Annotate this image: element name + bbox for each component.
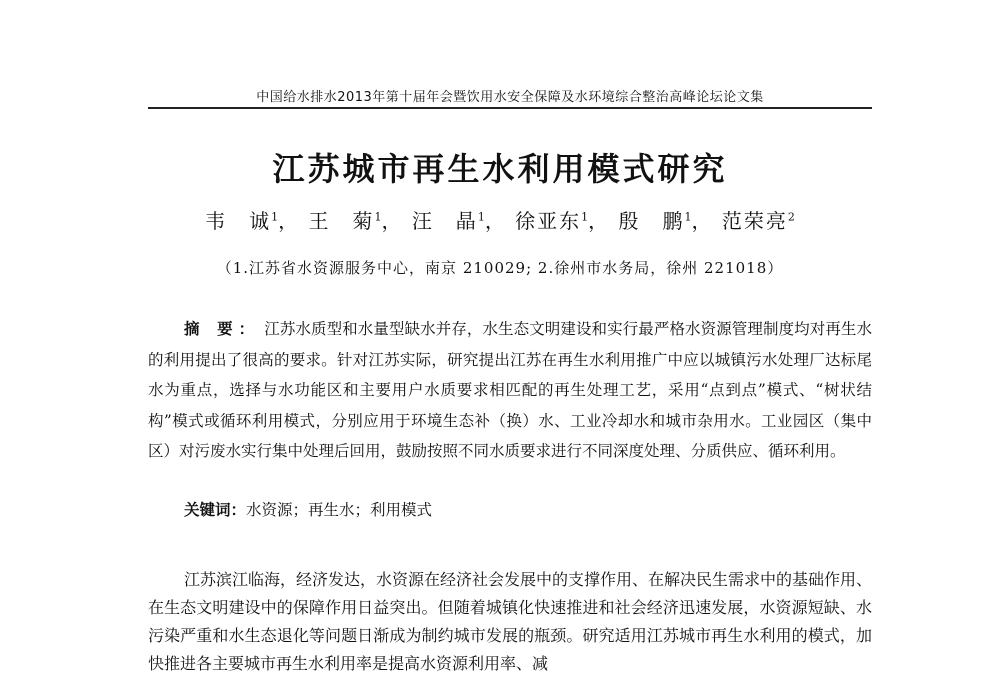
author-affiliation-mark: 1 — [477, 210, 485, 224]
affiliation: （1.江苏省水资源服务中心，南京 210029; 2.徐州市水务局，徐州 221018） — [216, 259, 784, 277]
abstract — [148, 314, 872, 467]
abstract-label: 摘 要： — [184, 320, 261, 338]
author-affiliation-mark: 1 — [581, 210, 589, 224]
author-name: 汪 晶 — [411, 209, 478, 233]
abstract-text: 江苏水质型和水量型缺水并存，水生态文明建设和实行最严格水资源管理制度均对再生水的利用提出了很高的要求。针对江苏实际，研究提出江苏在再生水利用推广中应以城镇污水处理厂达标尾水为重点，选择与水功能区和主要用户水质要求相匹配的再生处理工艺，采用“点到点”模式、“树状结构”模式或循环利用模式，分别应用于环境生态补（换）水、工业冷却水和城市杂用水。工业园区（集中区）对污废水实行集中处理后回用，鼓励按照不同水质要求进行不同深度处理、分质供应、循环利用。 — [148, 320, 872, 460]
keywords-text: 水资源；再生水；利用模式 — [246, 501, 433, 519]
keywords-label: 关键词： — [184, 501, 247, 519]
author-list — [0, 205, 1000, 234]
author-separator: ， — [588, 209, 611, 233]
author-affiliation-mark: 1 — [684, 210, 692, 224]
author-separator: ， — [484, 209, 507, 233]
author-name: 王 菊 — [308, 209, 375, 233]
body-paragraph — [148, 566, 872, 678]
author-affiliation-mark: 2 — [787, 210, 795, 224]
author-affiliation-mark: 1 — [374, 210, 382, 224]
author-name: 韦 诚 — [205, 209, 272, 233]
header-rule — [148, 107, 872, 109]
paper-title: 江苏城市再生水利用模式研究 — [272, 150, 728, 188]
running-header: 中国给水排水2013年第十届年会暨饮用水安全保障及水环境综合整治高峰论坛论文集 — [256, 90, 764, 105]
author-name: 范荣亮 — [721, 209, 788, 233]
author-affiliation-mark: 1 — [271, 210, 279, 224]
body-paragraph-text: 江苏滨江临海，经济发达，水资源在经济社会发展中的支撑作用、在解决民生需求中的基础作用、在生态文明建设中的保障作用日益突出。但随着城镇化快速推进和社会经济迅速发展，水资源短缺、水污染严重和水生态退化等问题日渐成为制约城市发展的瓶颈。研究适用江苏城市再生水利用的模式，加快推进各主要城市再生水利用率是提高水资源利用率、减 — [148, 570, 873, 673]
author-separator: ， — [381, 209, 404, 233]
author-separator: ， — [691, 209, 714, 233]
author-name: 徐亚东 — [515, 209, 582, 233]
author-name: 殷 鹏 — [618, 209, 685, 233]
keywords — [184, 498, 874, 522]
author-separator: ， — [278, 209, 301, 233]
